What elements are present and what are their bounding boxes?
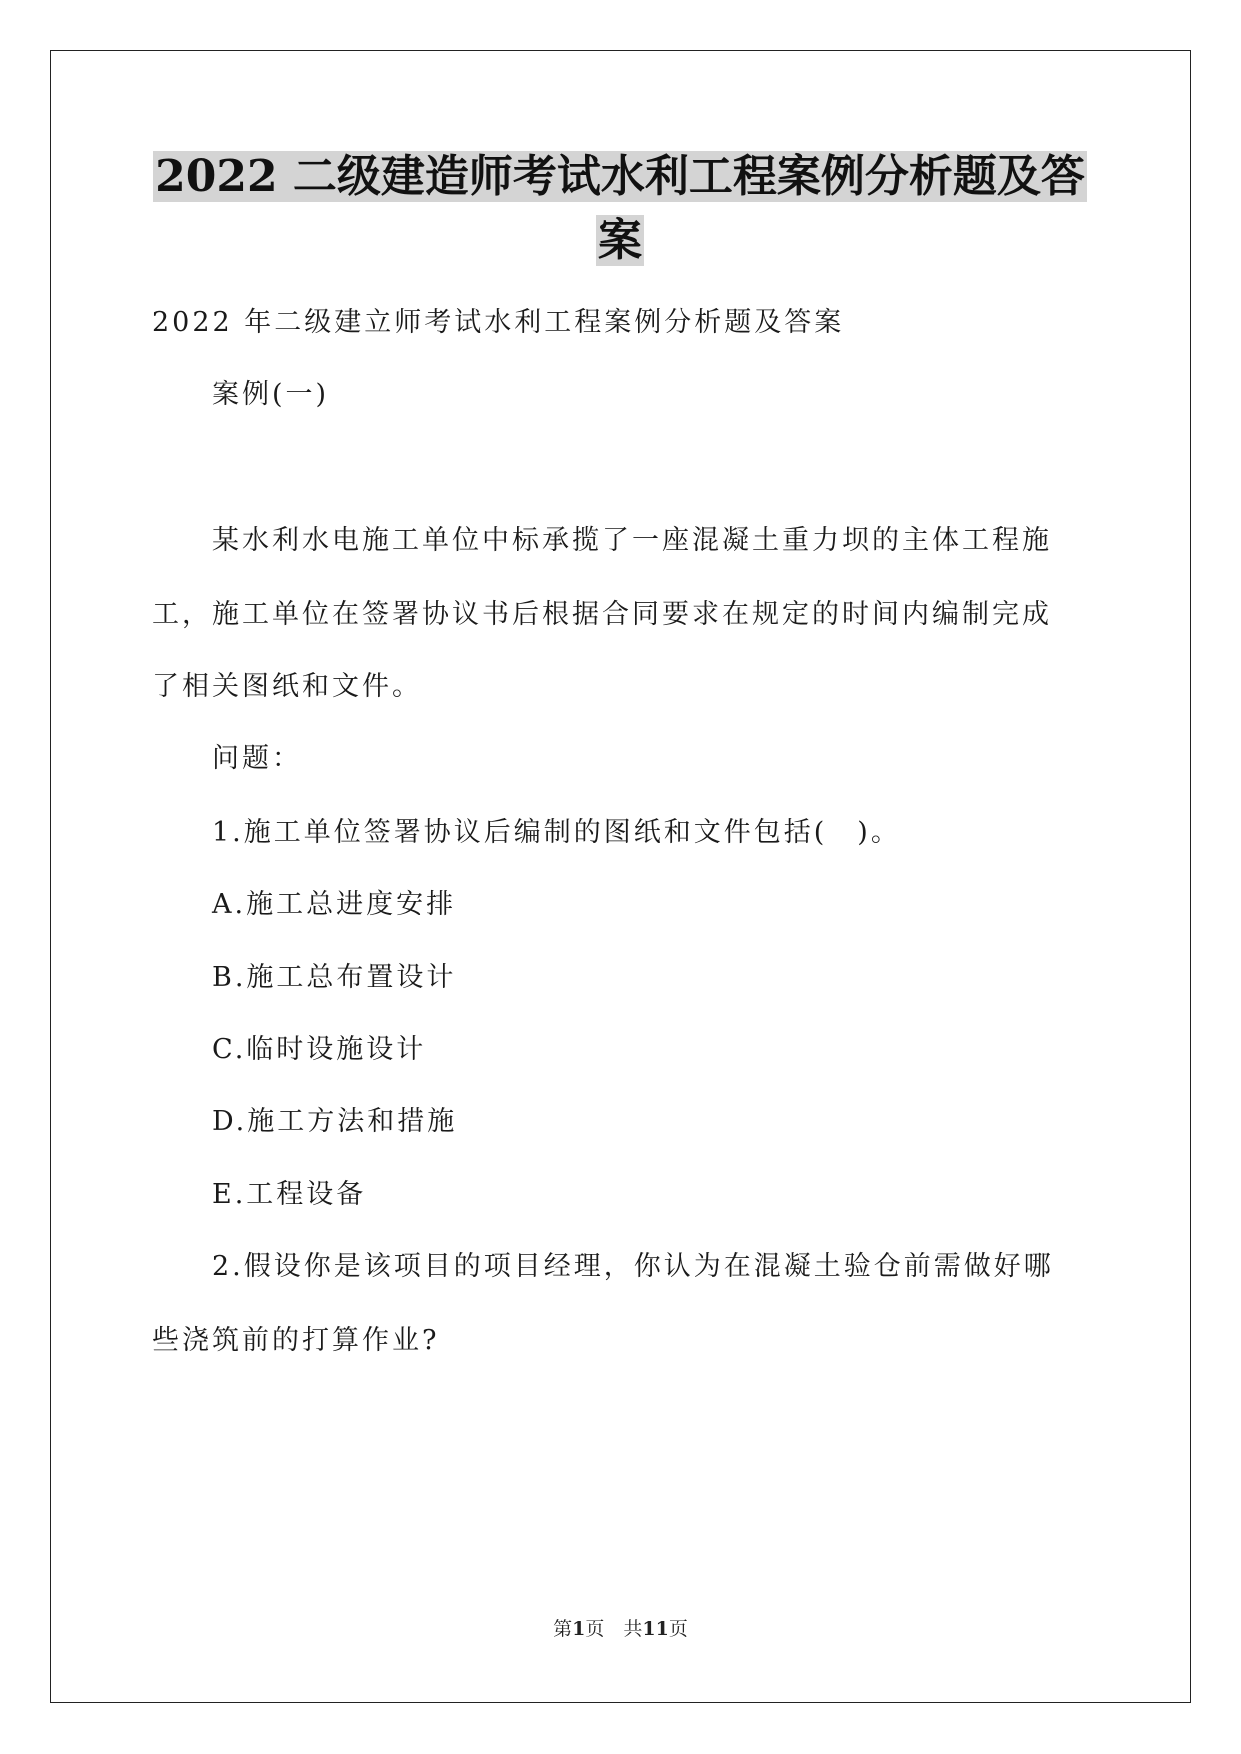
title-line-2: 案 <box>598 215 642 266</box>
question-2-line-1: 2.假设你是该项目的项目经理，你认为在混凝土验仓前需做好哪 <box>212 1251 1054 1282</box>
footer-page-number: 1 <box>572 1618 586 1640</box>
option-d: D.施工方法和措施 <box>212 1106 458 1137</box>
body-line-1: 某水利水电施工单位中标承揽了一座混凝土重力坝的主体工程施 <box>212 525 1052 556</box>
page-footer <box>0 1614 1241 1641</box>
option-e: E.工程设备 <box>212 1179 367 1210</box>
option-c: C.临时设施设计 <box>212 1034 427 1065</box>
page-border <box>50 50 1191 1703</box>
question-2-line-2: 些浇筑前的打算作业? <box>152 1325 440 1356</box>
title-line-1: 2022 二级建造师考试水利工程案例分析题及答 <box>155 151 1085 202</box>
footer-suffix: 页 <box>668 1618 688 1640</box>
subtitle: 2022 年二级建立师考试水利工程案例分析题及答案 <box>152 307 845 338</box>
case-heading: 案例(一) <box>212 379 330 410</box>
option-a: A.施工总进度安排 <box>212 889 457 920</box>
footer-prefix: 第 <box>553 1618 573 1640</box>
questions-label: 问题： <box>212 743 302 774</box>
option-b: B.施工总布置设计 <box>212 962 457 993</box>
body-line-3: 了相关图纸和文件。 <box>152 671 422 702</box>
question-1: 1.施工单位签署协议后编制的图纸和文件包括( )。 <box>212 817 901 848</box>
body-line-2: 工，施工单位在签署协议书后根据合同要求在规定的时间内编制完成 <box>152 599 1052 630</box>
document-title <box>150 145 1090 273</box>
footer-mid: 页 共 <box>585 1618 643 1640</box>
footer-total-pages: 11 <box>642 1618 669 1640</box>
